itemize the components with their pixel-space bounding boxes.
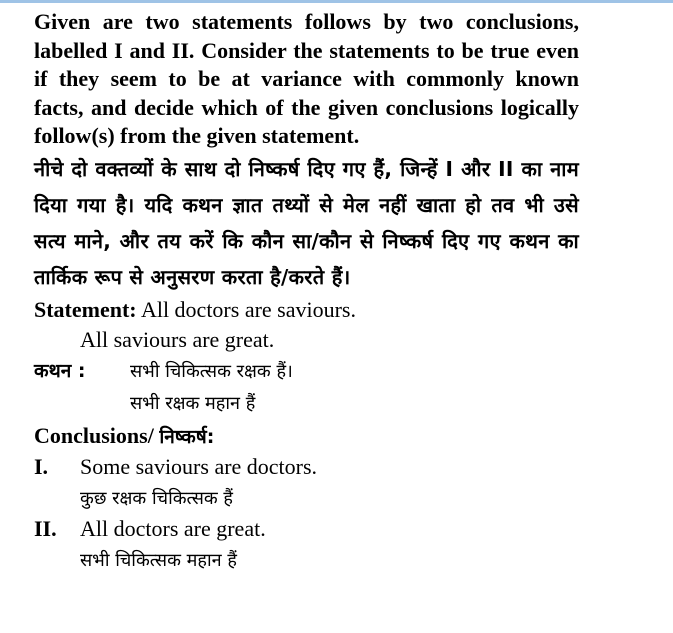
conclusion-2 — [34, 514, 579, 544]
conclusion-2-number: II. — [34, 515, 57, 541]
instruction-hindi: नीचे दो वक्तव्यों के साथ दो निष्कर्ष दिए गए हैं, जिन्हें I और II का नाम दिया गया है। यदि कथन ज्ञात तथ्यों से मेल नहीं खाता हो तव भी उसे सत्य माने, और तय करें कि कौन सा/कौन से निष्कर्ष दिए गए कथन का तार्किक रूप से अनुसरण करता है/करते हैं। — [34, 156, 579, 289]
conclusion-1-number: I. — [34, 453, 49, 479]
conclusions-label-hi: निष्कर्ष: — [159, 425, 215, 448]
conclusion-1 — [34, 452, 579, 482]
conclusion-2-hindi: सभी चिकित्सक महान हैं — [80, 549, 237, 571]
kathan-line-2 — [34, 387, 579, 419]
conclusion-2-english: All doctors are great. — [80, 515, 266, 541]
statement-text-2: All saviours are great. — [80, 326, 275, 352]
statement-line-1 — [34, 295, 579, 325]
statement-label: Statement: — [34, 296, 137, 322]
conclusion-1-english: Some saviours are doctors. — [80, 453, 318, 479]
conclusion-1-hindi-line — [34, 482, 579, 514]
statement-line-2 — [34, 325, 579, 355]
conclusions-label-en: Conclusions/ — [34, 422, 154, 448]
instruction-english: Given are two statements follows by two conclusions, labelled I and II. Consider the statements to be true even if they seem to be at variance with commonly known facts, and decide which of the given conclusions logically follow(s) from the given statement. — [34, 9, 579, 149]
statement-text-1: All doctors are saviours. — [140, 296, 356, 322]
kathan-text-1: सभी चिकित्सक रक्षक हैं। — [130, 360, 293, 382]
conclusion-1-hindi: कुछ रक्षक चिकित्सक हैं — [80, 487, 233, 509]
question-document — [34, 8, 579, 576]
kathan-label: कथन : — [34, 359, 86, 382]
top-border-line — [0, 0, 673, 3]
conclusion-2-hindi-line — [34, 544, 579, 576]
kathan-text-2: सभी रक्षक महान हैं — [130, 392, 256, 414]
kathan-line-1 — [34, 355, 579, 387]
conclusions-heading — [34, 421, 579, 452]
